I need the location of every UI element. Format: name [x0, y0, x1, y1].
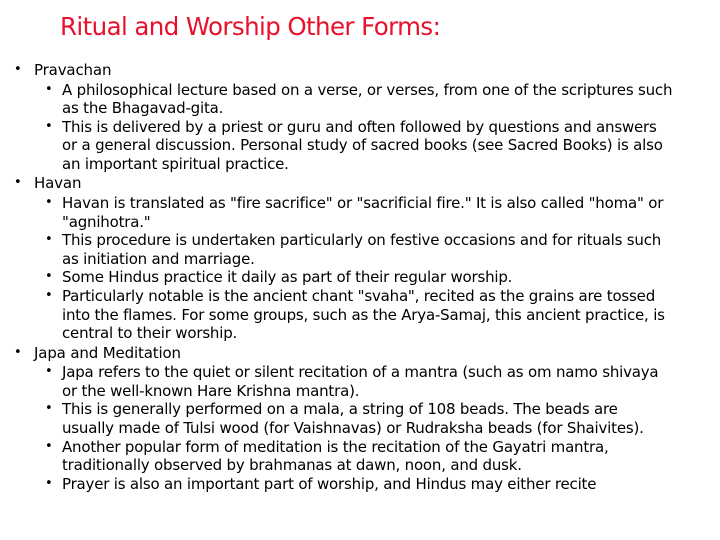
sub-bullet: • Prayer is also an important part of worship, and Hindus may either recite — [0, 475, 720, 494]
slide-content — [0, 60, 720, 493]
sub-bullet: • Some Hindus practice it daily as part of their regular worship. — [0, 268, 720, 287]
bullet-heading: • Pravachan — [0, 60, 720, 81]
sub-bullet: • Japa refers to the quiet or silent recitation of a mantra (such as om namo shivaya or the well-known Hare Krishna mantra). — [0, 363, 720, 400]
sub-bullet: • This is delivered by a priest or guru and often followed by questions and answers or a general discussion. Personal study of sacred books (see Sacred Books) is also an important spiritual practice. — [0, 118, 720, 174]
slide-title: Ritual and Worship Other Forms: — [60, 12, 441, 41]
section-japa-meditation — [0, 343, 720, 494]
sub-bullet: • This procedure is undertaken particularly on festive occasions and for rituals such as initiation and marriage. — [0, 231, 720, 268]
sub-bullet: • Havan is translated as "fire sacrifice" or "sacrificial fire." It is also called "homa" or "agnihotra." — [0, 194, 720, 231]
section-pravachan — [0, 60, 720, 173]
sub-bullet: • This is generally performed on a mala, a string of 108 beads. The beads are usually made of Tulsi wood (for Vaishnavas) or Rudraksha beads (for Shaivites). — [0, 400, 720, 437]
sub-bullet: • Particularly notable is the ancient chant "svaha", recited as the grains are tossed into the flames. For some groups, such as the Arya-Samaj, this ancient practice, is central to their worship. — [0, 287, 720, 343]
sub-bullet: • Another popular form of meditation is the recitation of the Gayatri mantra, traditionally observed by brahmanas at dawn, noon, and dusk. — [0, 438, 720, 475]
bullet-heading: • Japa and Meditation — [0, 343, 720, 364]
section-havan — [0, 173, 720, 342]
bullet-heading: • Havan — [0, 173, 720, 194]
sub-bullet: • A philosophical lecture based on a verse, or verses, from one of the scriptures such as the Bhagavad-gita. — [0, 81, 720, 118]
